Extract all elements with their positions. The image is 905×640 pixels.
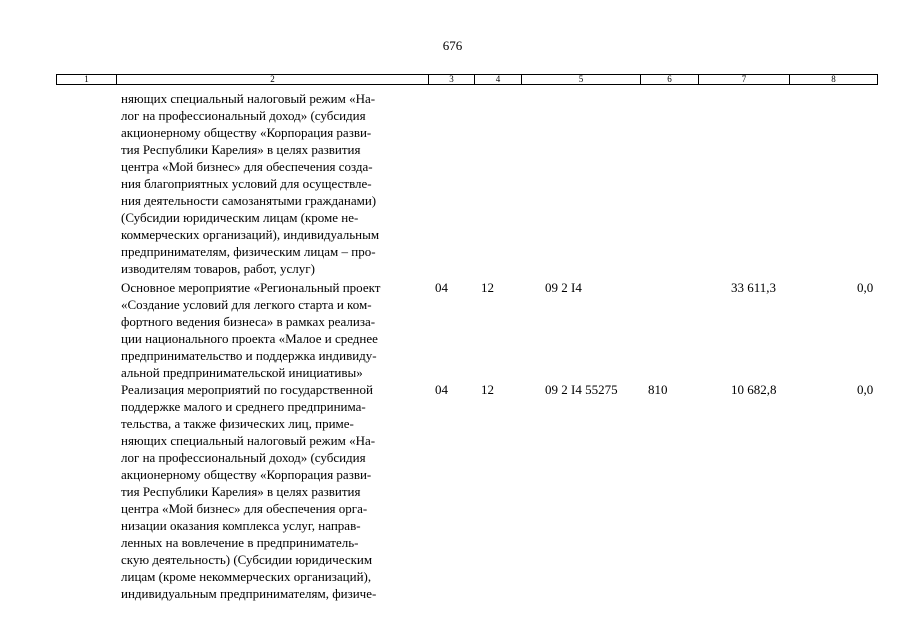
column-number-6: 6 [640,75,698,84]
column-number-7: 7 [698,75,789,84]
description-line: тия Республики Карелия» в целях развития [121,484,361,499]
page-number: 676 [442,38,463,53]
description-line: няющих специальный налоговый режим «На- [121,433,376,448]
column-number-5: 5 [521,75,640,84]
description-line: фортного ведения бизнеса» в рамках реализа- [121,314,376,329]
description-line: низации оказания комплекса услуг, направ- [121,518,361,533]
description-line: акционерному обществу «Корпорация разви- [121,467,372,482]
description-line: предпринимателям, физическим лицам – про- [121,244,376,259]
column-number-3: 3 [428,75,474,84]
description-line: изводителям товаров, работ, услуг) [121,261,315,276]
description-line: ции национального проекта «Малое и среднее [121,331,378,346]
description-line: тия Республики Карелия» в целях развития [121,142,361,157]
description-line: акционерному обществу «Корпорация разви- [121,125,372,140]
target-article-code: 09 2 I4 55275 [545,382,618,397]
description-line: скую деятельность) (Субсидии юридическим [121,552,373,567]
expense-type-code: 810 [648,382,668,397]
column-number-1: 1 [84,74,89,84]
column-number-2: 2 [116,75,428,84]
section-code: 04 [435,280,448,295]
amount-value-2: 0,0 [857,280,874,295]
amount-value: 33 611,3 [731,280,777,295]
amount-value: 10 682,8 [731,382,777,397]
column-number-8: 8 [789,75,877,84]
description-line: «Создание условий для легкого старта и ком- [121,297,372,312]
description-line: Основное мероприятие «Региональный проект [121,280,381,295]
description-line: предпринимательство и поддержка индивиду- [121,348,377,363]
subsection-code: 12 [481,382,494,397]
description-line: тельства, а также физических лиц, приме- [121,416,354,431]
description-line: ния благоприятных условий для осуществле- [121,176,372,191]
description-line: (Субсидии юридическим лицам (кроме не- [121,210,359,225]
row-description [121,381,427,602]
description-line: поддержке малого и среднего предпринима- [121,399,366,414]
description-line: лог на профессиональный доход» (субсидия [121,108,366,123]
subsection-code: 12 [481,280,494,295]
row-description [121,90,427,277]
description-line: ленных на вовлечение в предприниматель- [121,535,359,550]
description-line: лицам (кроме некоммерческих организаций), [121,569,372,584]
target-article-code: 09 2 I4 [545,280,582,295]
description-line: коммерческих организаций), индивидуальным [121,227,380,242]
description-line: Реализация мероприятий по государственной [121,382,373,397]
description-line: центра «Мой бизнес» для обеспечения орга- [121,501,368,516]
description-line: лог на профессиональный доход» (субсидия [121,450,366,465]
amount-value-2: 0,0 [857,382,874,397]
column-number-4: 4 [474,75,521,84]
description-line: няющих специальный налоговый режим «На- [121,91,376,106]
description-line: индивидуальным предпринимателям, физиче- [121,586,377,601]
description-line: альной предпринимательской инициативы» [121,365,363,380]
description-line: ния деятельности самозанятыми гражданами) [121,193,377,208]
table-column-header [56,74,878,85]
section-code: 04 [435,382,448,397]
description-line: центра «Мой бизнес» для обеспечения созда- [121,159,373,174]
row-description [121,279,427,381]
